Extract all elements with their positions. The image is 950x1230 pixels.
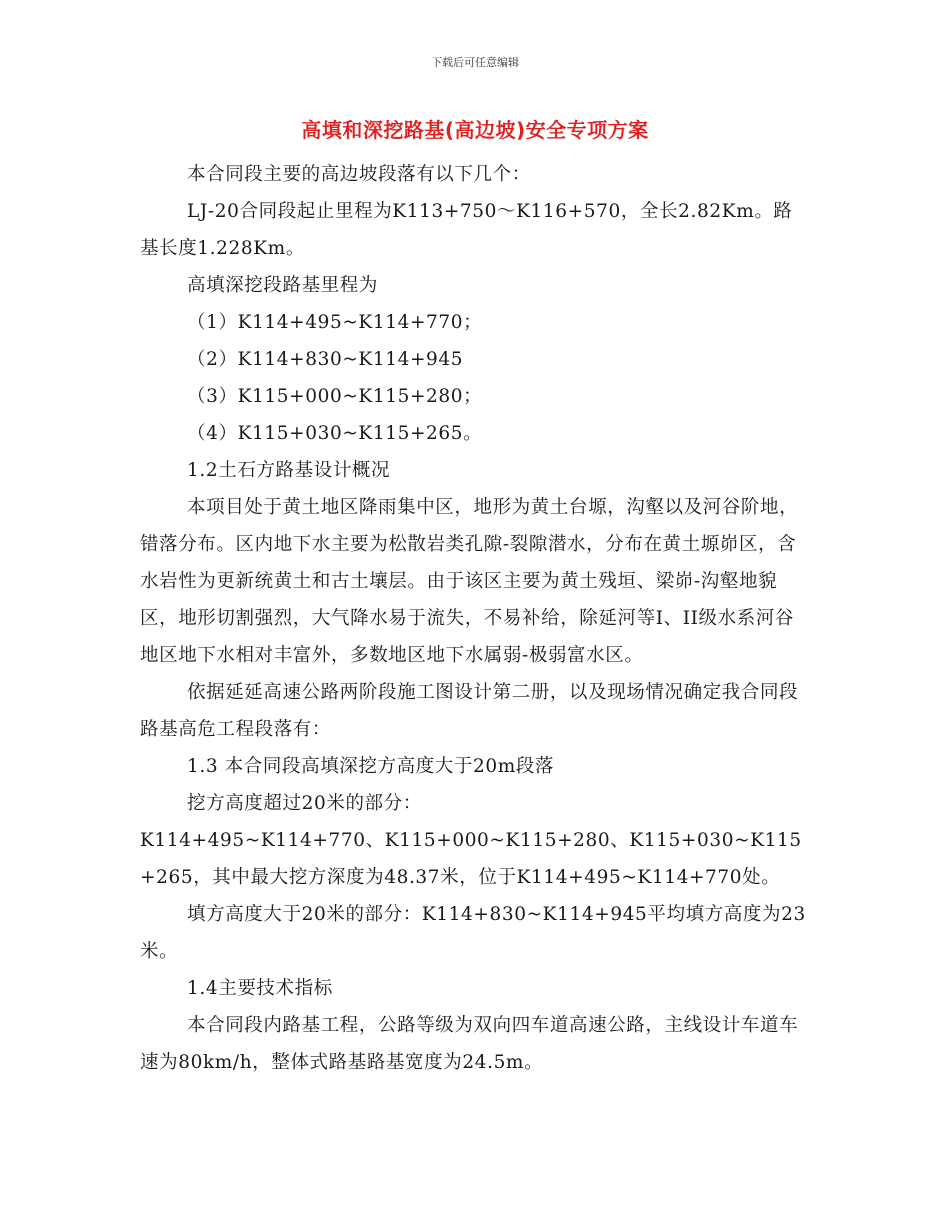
paragraph-cut-sections: K114+495~K114+770、K115+000~K115+280、K115+030~K115+265，其中最大挖方深度为48.37米，位于K114+495~K114+770处。 [140,830,802,888]
document-title: 高填和深挖路基(高边坡)安全专项方案 [301,118,649,142]
section-heading-1-2: 1.2土石方路基设计概况 [187,460,391,481]
paragraph-cut-heading: 挖方高度超过20米的部分： [187,793,422,814]
paragraph-mileage-heading: 高填深挖段路基里程为 [187,275,379,296]
document-body [140,156,808,1081]
section-heading-1-4: 1.4主要技术指标 [187,978,333,999]
section-heading-1-3: 1.3 本合同段高填深挖方高度大于20m段落 [187,756,555,777]
page-header: 下载后可任意编辑 [431,56,519,69]
list-item: （4）K115+030~K115+265。 [187,423,483,444]
list-item: （2）K114+830~K114+945 [187,349,464,370]
list-item: （3）K115+000~K115+280； [187,386,483,407]
list-item: （1）K114+495~K114+770； [187,312,483,333]
paragraph-contract-section: LJ-20合同段起止里程为K113+750～K116+570，全长2.82Km。路基长度1.228Km。 [140,201,793,259]
paragraph-technical-indicators: 本合同段内路基工程，公路等级为双向四车道高速公路，主线设计车道车速为80km/h，整体式路基路基宽度为24.5m。 [140,1015,799,1073]
paragraph-geology: 本项目处于黄土地区降雨集中区，地形为黄土台塬，沟壑以及河谷阶地，错落分布。区内地下水主要为松散岩类孔隙-裂隙潜水，分布在黄土塬峁区，含水岩性为更新统黄土和古土壤层。由于该区主要为黄土残垣、梁峁-沟壑地貌区，地形切割强烈，大气降水易于流失，不易补给，除延河等I、II级水系河谷地区地下水相对丰富外，多数地区地下水属弱-极弱富水区。 [140,497,799,666]
paragraph-design-basis: 依据延延高速公路两阶段施工图设计第二册，以及现场情况确定我合同段路基高危工程段落有： [140,682,799,740]
paragraph-fill-sections: 填方高度大于20米的部分：K114+830~K114+945平均填方高度为23米。 [140,904,806,962]
paragraph-intro: 本合同段主要的高边坡段落有以下几个： [187,164,531,185]
